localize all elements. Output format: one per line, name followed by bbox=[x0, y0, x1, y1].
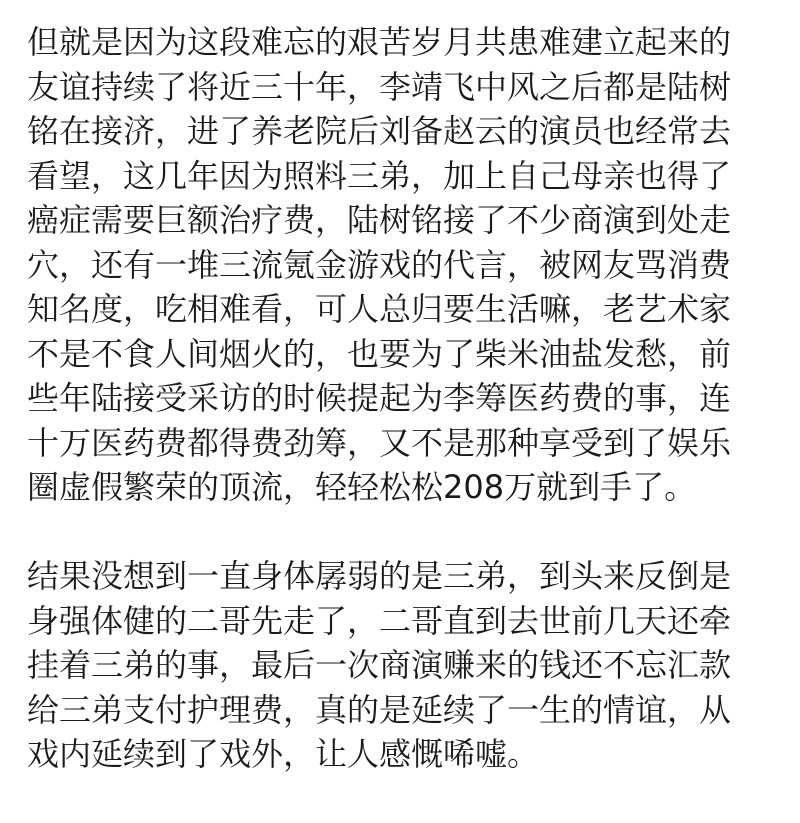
text-line: 挂着三弟的事，最后一次商演赚来的钱还不忘汇款 bbox=[27, 646, 732, 684]
paragraph-2 bbox=[27, 554, 773, 777]
text-line: 看望，这几年因为照料三弟，加上自己母亲也得了 bbox=[27, 156, 732, 195]
text-line: 不是不食人间烟火的，也要为了柴米油盐发愁，前 bbox=[27, 334, 732, 373]
text-line: 友谊持续了将近三十年，李靖飞中风之后都是陆树 bbox=[27, 67, 732, 106]
text-line: 圈虚假繁荣的顶流，轻轻松松208万就到手了。 bbox=[27, 468, 697, 506]
text-line: 戏内延续到了戏外，让人感慨唏嘘。 bbox=[27, 735, 540, 773]
paragraph-1 bbox=[27, 20, 773, 510]
text-line: 铭在接济，进了养老院后刘备赵云的演员也经常去 bbox=[27, 112, 732, 150]
text-line: 癌症需要巨额治疗费，陆树铭接了不少商演到处走 bbox=[27, 201, 732, 239]
text-line: 给三弟支付护理费，真的是延续了一生的情谊，从 bbox=[27, 690, 732, 729]
paragraph-spacer bbox=[27, 510, 773, 555]
text-line: 些年陆接受采访的时候提起为李筹医药费的事，连 bbox=[27, 379, 732, 417]
text-line: 穴，还有一堆三流氪金游戏的代言，被网友骂消费 bbox=[27, 245, 732, 284]
text-line: 但就是因为这段难忘的艰苦岁月共患难建立起来的 bbox=[27, 23, 732, 61]
text-line: 结果没想到一直身体孱弱的是三弟，到头来反倒是 bbox=[27, 557, 732, 595]
text-line: 十万医药费都得费劲筹，又不是那种享受到了娱乐 bbox=[27, 423, 732, 462]
text-line: 知名度，吃相难看，可人总归要生活嘛，老艺术家 bbox=[27, 290, 732, 328]
article-body bbox=[27, 20, 773, 777]
text-line: 身强体健的二哥先走了，二哥直到去世前几天还牵 bbox=[27, 601, 732, 640]
